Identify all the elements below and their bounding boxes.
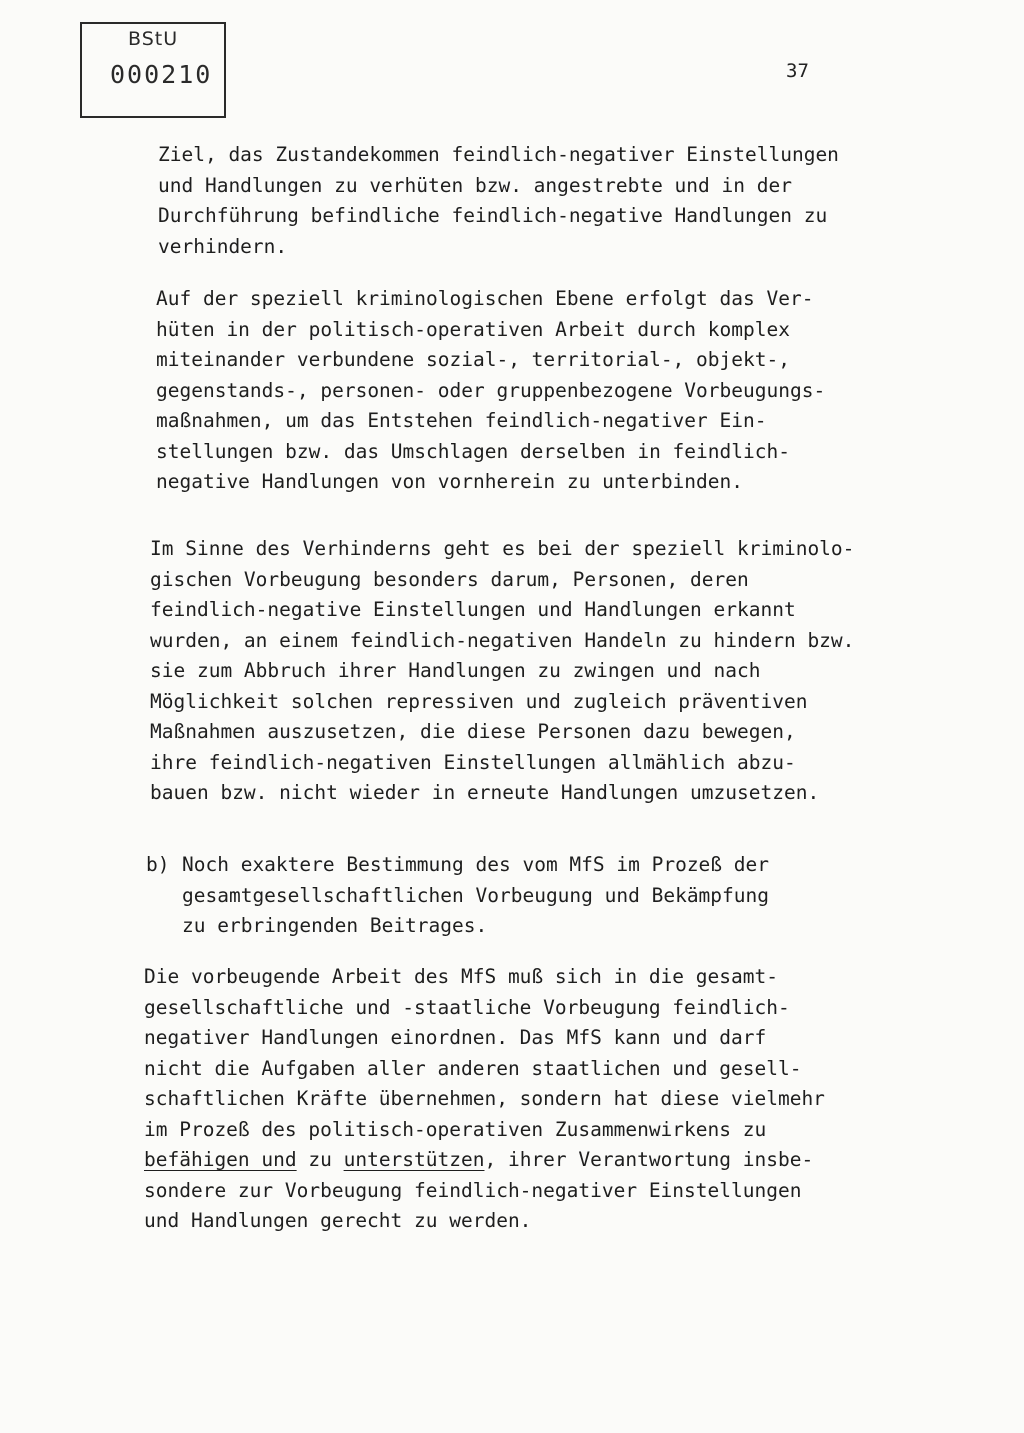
archive-stamp — [80, 22, 226, 118]
paragraph-3: Im Sinne des Verhinderns geht es bei der speziell kriminolo- gischen Vorbeugung besonders darum, Personen, deren feindlich-negative Einstellungen und Handlungen erkannt wurden, an einem feindlich-negativen Handeln zu hindern bzw. sie zum Abbruch ihrer Handlungen zu zwingen und nach Möglichkeit solchen repressiven und zugleich präventiven Maßnahmen auszusetzen, die diese Personen dazu bewegen, ihre feindlich-negativen Einstellungen allmählich abzu- bauen bzw. nicht wieder in erneute Handlungen umzusetzen. — [150, 537, 855, 804]
underlined-phrase-befaehigen: befähigen und — [144, 1148, 297, 1171]
page-number: 37 — [786, 60, 809, 82]
paragraph-2: Auf der speziell kriminologischen Ebene erfolgt das Ver- hüten in der politisch-operativen Arbeit durch komplex miteinander verbundene sozial-, territorial-, objekt-, gegenstands-, personen- oder gruppenbezogene Vorbeugungs- maßnahmen, um das Entstehen feindlich-negativer Ein- stellungen bzw. das Umschlagen derselben in feindlich- negative Handlungen von vornherein zu unterbinden. — [156, 287, 826, 493]
underlined-phrase-unterstuetzen: unterstützen — [343, 1148, 485, 1171]
paragraph-1: Ziel, das Zustandekommen feindlich-negativer Einstellungen und Handlungen zu verhüten bzw. angestrebte und in der Durchführung befindliche feindlich-negative Handlungen zu verhindern. — [158, 143, 839, 258]
stamp-organization: BStU — [128, 28, 179, 50]
list-item-label-b: b) — [146, 853, 170, 876]
paragraph-5: Die vorbeugende Arbeit des MfS muß sich in die gesamt- gesellschaftliche und -staatliche Vorbeugung feindlich- negativer Handlungen einordnen. Das MfS kann und darf nicht die Aufgaben aller anderen staatlichen und gesell- schaftlichen Kräfte übernehmen, sondern hat diese vielmehr im Prozeß des politisch-operativen Zusammenwirkens zu befähigen und zu unterstützen, ihrer Verantwortung insbe- sondere zur Vorbeugung feindlich-negativer Einstellungen und Handlungen gerecht zu werden. — [144, 965, 825, 1232]
stamp-page-number: 000210 — [110, 60, 213, 89]
list-item-b-heading: Noch exaktere Bestimmung des vom MfS im Prozeß der gesamtgesellschaftlichen Vorbeugung und Bekämpfung zu erbringenden Beitrages. — [182, 853, 769, 937]
